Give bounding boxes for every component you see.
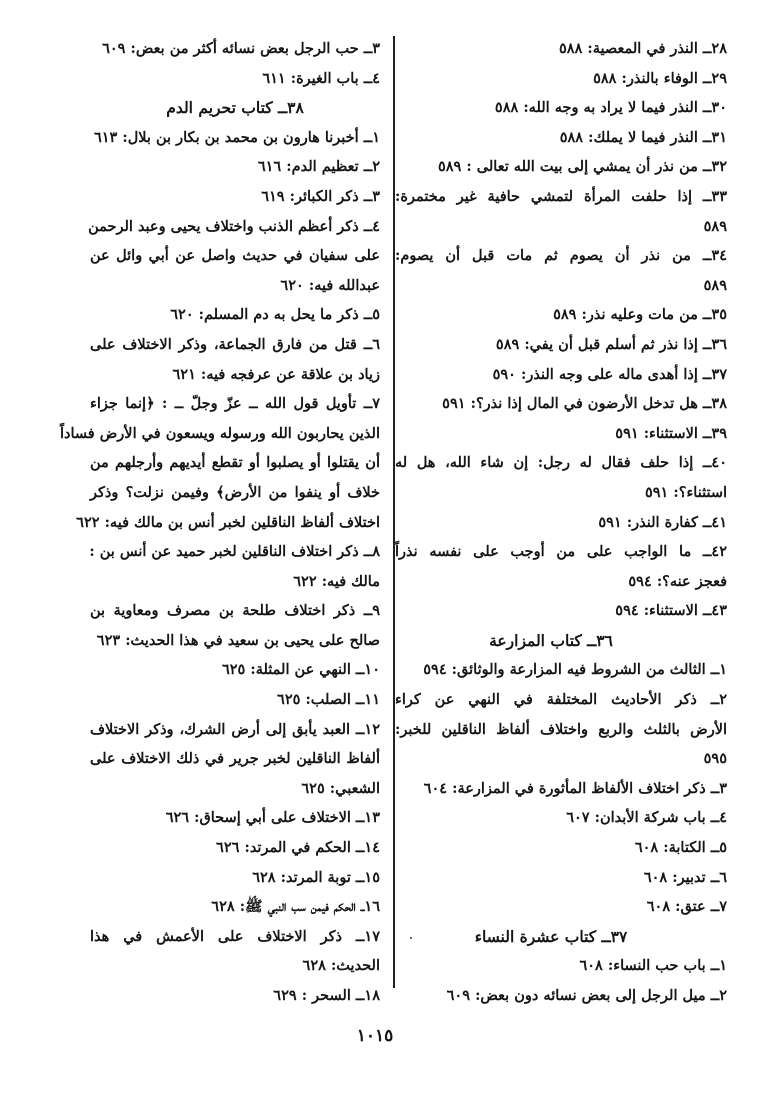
index-entry-line: ٢٩ــ الوفاء بالنذر: ٥٨٨ xyxy=(593,69,727,87)
index-entry-line: ٢ــ ذكر الأحاديث المختلفة في النهي عن كراء xyxy=(395,691,727,709)
index-entry-line: الذين يحاربون الله ورسوله ويسعون في الأرض فساداً xyxy=(59,424,380,442)
right-column xyxy=(395,34,727,1011)
index-entry-line: ٣٧ــ إذا أهدى ماله على وجه النذر: ٥٩٠ xyxy=(492,365,727,383)
book-heading: ٣٨ــ كتاب تحريم الدم xyxy=(166,98,304,118)
index-entry-line: ٣٠ــ النذر فيما لا يراد به وجه الله: ٥٨٨ xyxy=(494,99,727,117)
index-entry-line: ٣ــ حب الرجل بعض نسائه أكثر من بعض: ٦٠٩ xyxy=(102,40,380,57)
page-number xyxy=(0,1026,765,1046)
index-entry-line: ٤ــ باب شركة الأبدان: ٦٠٧ xyxy=(566,809,727,827)
index-entry-line: ٧ــ عتق: ٦٠٨ xyxy=(646,898,727,916)
index-entry-line: ٥ــ ذكر ما يحل به دم المسلم: ٦٢٠ xyxy=(170,306,380,324)
index-entry-line: ٦ــ تدبير: ٦٠٨ xyxy=(643,868,727,886)
index-entry-line: استثناء؟: ٥٩١ xyxy=(644,483,727,501)
index-entry-line: خلاف أو ينفوا من الأرض﴾ وفيمن نزلت؟ وذكر xyxy=(90,483,380,501)
page-number-text: ١٠١٥ xyxy=(356,1026,394,1046)
index-entry-line: على سفيان في حديث واصل عن أبي وائل عن xyxy=(90,247,380,265)
index-entry-line: ١٤ــ الحكم في المرتد: ٦٢٦ xyxy=(216,839,380,857)
index-entry-line: ٣٨ــ هل تدخل الأرضون في المال إذا نذر؟: ٥٩١ xyxy=(442,395,727,413)
index-entry-line: ٢٨ــ النذر في المعصية: ٥٨٨ xyxy=(559,40,727,57)
index-entry-line: ٤٣ــ الاستثناء: ٥٩٤ xyxy=(615,602,727,620)
index-entry-line: ٣٣ــ إذا حلفت المرأة لتمشي حافية غير مختمرة: xyxy=(395,187,727,205)
index-entry-line: ٣ــ ذكر اختلاف الألفاظ المأثورة في المزارعة: ٦٠٤ xyxy=(423,779,727,797)
index-entry-line: ٣٥ــ من مات وعليه نذر: ٥٨٩ xyxy=(553,306,727,324)
index-entry-line: ١٣ــ الاختلاف على أبي إسحاق: ٦٢٦ xyxy=(165,809,380,827)
index-entry-line: ٢ــ تعظيم الدم: ٦١٦ xyxy=(257,158,380,176)
index-entry-line: فعجز عنه؟: ٥٩٤ xyxy=(628,572,727,590)
column-divider xyxy=(393,36,395,988)
index-entry-line: ٣٩ــ الاستثناء: ٥٩١ xyxy=(615,424,727,442)
index-entry-line: ٤ــ باب الغيرة: ٦١١ xyxy=(262,69,380,87)
index-entry-line: ١٧ــ ذكر الاختلاف على الأعمش في هذا xyxy=(90,927,380,945)
index-entry-line: الأرض بالثلث والربع واختلاف ألفاظ الناقلين للخبر: xyxy=(395,720,727,738)
index-entry-line: ١ــ الثالث من الشروط فيه المزارعة والوثائق: ٥٩٤ xyxy=(423,661,727,679)
index-entry-line: ٥٨٩ xyxy=(703,276,727,294)
index-entry-line: ٩ــ ذكر اختلاف طلحة بن مصرف ومعاوية بن xyxy=(90,602,380,620)
index-entry-line: صالح على يحيى بن سعيد في هذا الحديث: ٦٢٣ xyxy=(96,631,380,649)
index-entry-line: ٨ــ ذكر اختلاف الناقلين لخبر حميد عن أنس بن : xyxy=(89,543,380,561)
index-entry-line: ١٨ــ السحر : ٦٢٩ xyxy=(273,987,380,1004)
index-entry-line: ٣١ــ النذر فيما لا يملك: ٥٨٨ xyxy=(559,128,727,146)
index-entry-line: ١٢ــ العبد يأبق إلى أرض الشرك، وذكر الاختلاف xyxy=(90,720,380,738)
index-entry-line: الحديث: ٦٢٨ xyxy=(302,957,380,975)
index-entry-line: ٣٦ــ إذا نذر ثم أسلم قبل أن يفي: ٥٨٩ xyxy=(495,335,727,353)
index-entry-line: ١٦ــ الحكم فيمن سب النبي ﷺ: ٦٢٨ xyxy=(211,898,380,916)
index-entry-line: ١١ــ الصلب: ٦٢٥ xyxy=(277,691,380,709)
index-entry-line: ٣ــ ذكر الكبائر: ٦١٩ xyxy=(261,187,380,205)
index-entry-line: ١ــ أخبرنا هارون بن محمد بن بكار بن بلال: ٦١٣ xyxy=(93,128,380,146)
index-entry-line: ١ــ باب حب النساء: ٦٠٨ xyxy=(579,957,727,975)
index-entry-line: ٥٨٩ xyxy=(703,217,727,235)
left-column xyxy=(59,34,380,1011)
index-entry-line: ١٥ــ توبة المرتد: ٦٢٨ xyxy=(252,868,380,886)
book-heading: ٣٧ــ كتاب عشرة النساء xyxy=(474,926,628,946)
index-entry-line: ألفاظ الناقلين لخبر جرير في ذلك الاختلاف على xyxy=(90,750,380,768)
index-entry-line: ٧ــ تأويل قول الله ــ عزّ وجلّ ــ : ﴿إنما جزاء xyxy=(90,395,380,413)
index-entry-line: ٦ــ قتل من فارق الجماعة، وذكر الاختلاف على xyxy=(90,335,380,353)
index-entry-line: ٥٩٥ xyxy=(703,750,727,768)
index-entry-line: الشعبي: ٦٢٥ xyxy=(301,779,380,797)
print-speck xyxy=(410,937,412,939)
index-entry-line: ٣٢ــ من نذر أن يمشي إلى بيت الله تعالى : ٥٨٩ xyxy=(437,158,727,176)
index-entry-line: ١٠ــ النهي عن المثلة: ٦٢٥ xyxy=(221,661,380,679)
index-entry-line: اختلاف ألفاظ الناقلين لخبر أنس بن مالك فيه: ٦٢٢ xyxy=(76,513,380,531)
index-entry-line: مالك فيه: ٦٢٢ xyxy=(293,572,380,590)
book-heading: ٣٦ــ كتاب المزارعة xyxy=(489,630,613,650)
index-entry-line: ٢ــ ميل الرجل إلى بعض نسائه دون بعض: ٦٠٩ xyxy=(446,987,727,1004)
index-entry-line: ٤٠ــ إذا حلف فقال له رجل: إن شاء الله، هل له xyxy=(395,454,727,472)
index-entry-line: ٤٢ــ ما الواجب على من أوجب على نفسه نذراً xyxy=(395,543,727,561)
index-entry-line: ٤١ــ كفارة النذر: ٥٩١ xyxy=(598,513,727,531)
index-entry-line: أن يقتلوا أو يصلبوا أو تقطع أيديهم وأرجلهم من xyxy=(90,454,380,472)
index-entry-line: زياد بن علاقة عن عرفجه فيه: ٦٢١ xyxy=(172,365,380,383)
index-entry-line: عبدالله فيه: ٦٢٠ xyxy=(280,276,380,294)
index-entry-line: ٥ــ الكتابة: ٦٠٨ xyxy=(634,839,727,857)
index-entry-line: ٤ــ ذكر أعظم الذنب واختلاف يحيى وعبد الرحمن xyxy=(88,217,380,235)
index-entry-line: ٣٤ــ من نذر أن يصوم ثم مات قبل أن يصوم: xyxy=(395,247,727,265)
